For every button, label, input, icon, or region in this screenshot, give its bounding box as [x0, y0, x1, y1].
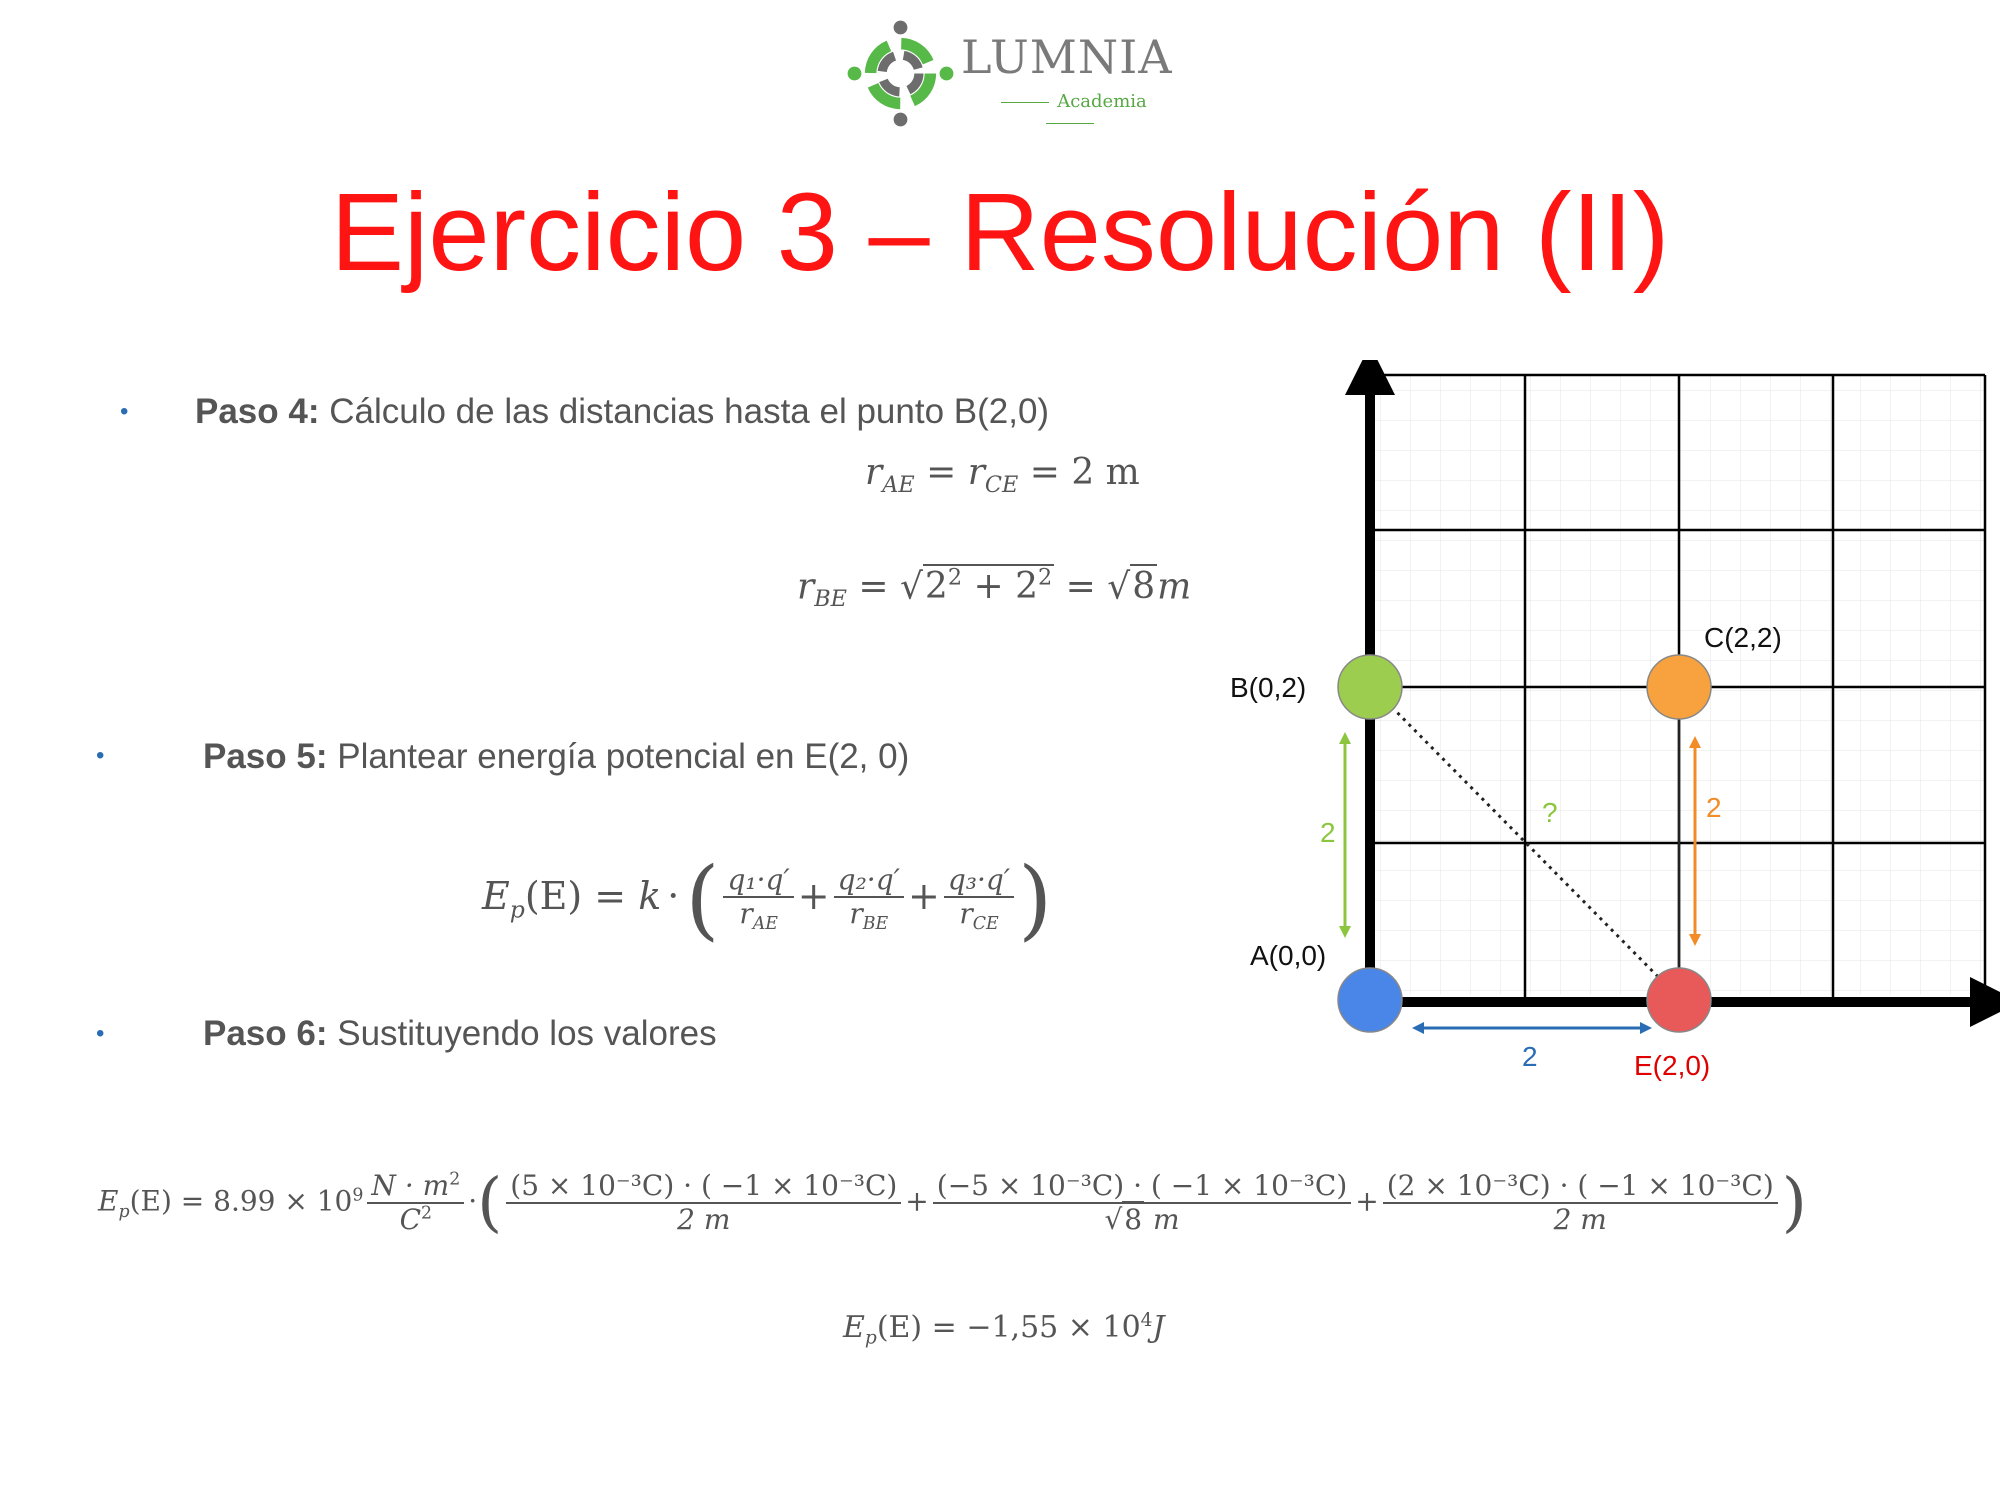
- charge-point-label-1: B(0,2): [1230, 672, 1307, 703]
- substitution-formula: $E_p(E) = 8.99 \times 10^9$ $\frac{N \cdot m^2}{C^2}$ ·( $\frac{\text{(5 × 10⁻³C) · ( −1 × 10⁻³C)}}{2 m}$ + $\frac{\text{(−5 × 10⁻³C) · ( −1 × 10⁻³C)}}{√8 m}$ + $\frac{\text{(2 × 10⁻³C) · ( −1 × 10⁻³C)}}{2 m}$ ): [98, 1164, 1807, 1240]
- bullet: •: [96, 742, 105, 769]
- logo-text: LUMNIA: [961, 30, 1173, 84]
- dist-label-bottom: 2: [1522, 1041, 1538, 1072]
- charge-point-label-0: A(0,0): [1250, 940, 1327, 971]
- charge-diagram: [1200, 360, 2000, 1100]
- lumnia-logo-icon: [843, 16, 958, 131]
- bullet: •: [120, 398, 129, 425]
- step-6-label: Paso 6:: [203, 1014, 328, 1053]
- bullet: •: [96, 1020, 105, 1047]
- charge-point-label-2: C(2,2): [1704, 622, 1782, 653]
- charge-point-2: [1647, 655, 1711, 719]
- step-4: [195, 392, 1049, 432]
- step-5-text: Plantear energía potencial en E(2, 0): [327, 737, 910, 776]
- dist-label-right: 2: [1706, 792, 1722, 823]
- lumnia-logo: [843, 16, 1173, 131]
- step-5-label: Paso 5:: [203, 737, 328, 776]
- charge-point-3: [1647, 968, 1711, 1032]
- dist-label-diagonal: ?: [1542, 797, 1558, 828]
- step-4-text: Cálculo de las distancias hasta el punto B(2,0): [319, 392, 1050, 431]
- step-4-label: Paso 4:: [195, 392, 320, 431]
- logo-subtitle: Academia: [965, 91, 1175, 133]
- energy-formula: $E_p(E) = k$ ·( $\frac{\text{q₁·q′}}{r_{AE}}$ + $\frac{\text{q₂·q′}}{r_{BE}}$ + $\frac{\text{q₃·q′}}{r_{CE}}$ ): [482, 848, 1053, 950]
- distance-be: $r_{BE} = √2^2 + 2^2 = √8m$: [797, 565, 1192, 613]
- page-title: Ejercicio 3 – Resolución (II): [330, 171, 1670, 294]
- step-5: [203, 737, 909, 777]
- step-6-text: Sustituyendo los valores: [327, 1014, 717, 1053]
- result-formula: $E_p(E) = -1,55 \times 10^4J$: [843, 1310, 1165, 1349]
- charge-point-label-3: E(2,0): [1634, 1050, 1711, 1081]
- dist-label-left: 2: [1320, 817, 1336, 848]
- charge-point-1: [1338, 655, 1402, 719]
- distance-ae-ce: $r_{AE} = r_{CE} = 2$ m: [865, 452, 1140, 498]
- step-6: [203, 1014, 717, 1054]
- charge-point-0: [1338, 968, 1402, 1032]
